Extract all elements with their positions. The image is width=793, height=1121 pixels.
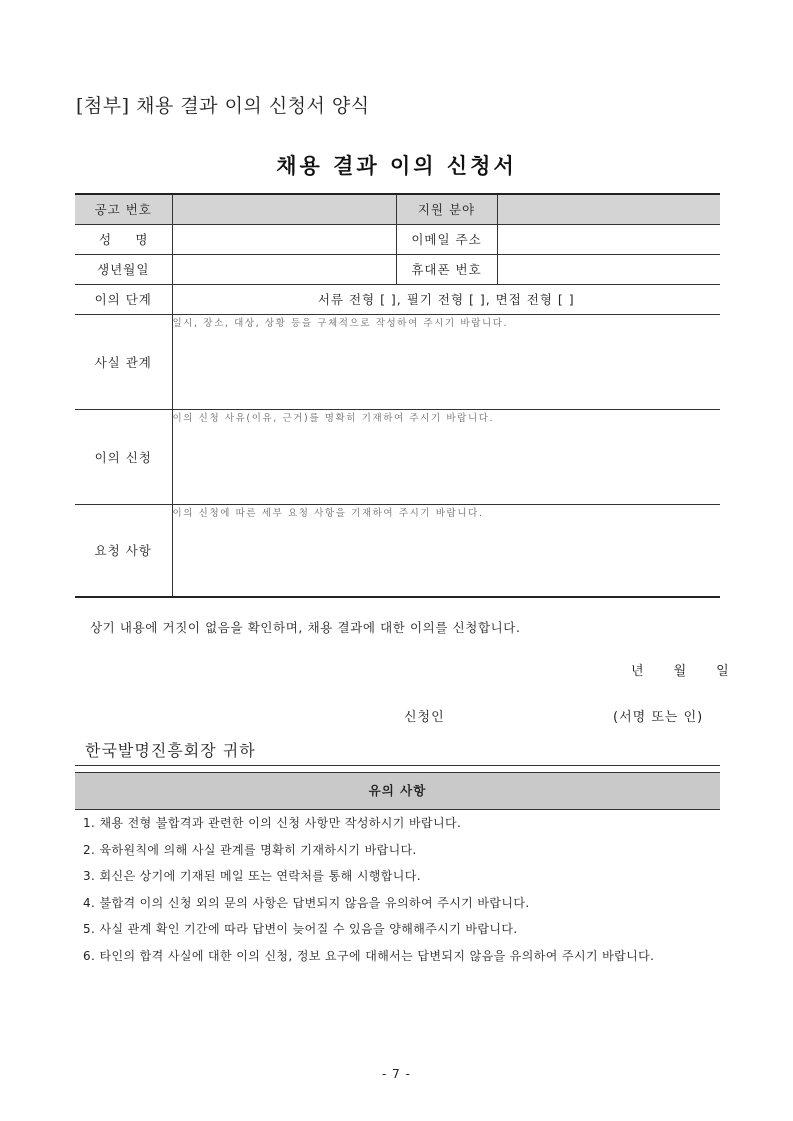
notes-item: 4. 불합격 이의 신청 외의 문의 사항은 답변되지 않음을 유의하여 주시기 바랍니다. — [83, 895, 530, 910]
date-day: 일 — [716, 664, 729, 679]
notes-section — [75, 765, 720, 963]
field-label: 지원 분야 — [396, 194, 497, 224]
date-year: 년 — [631, 664, 644, 679]
name-label — [75, 224, 172, 254]
notice-no-label: 공고 번호 — [75, 194, 172, 224]
request-label: 요청 사항 — [75, 504, 172, 597]
notice-no-input[interactable] — [172, 194, 396, 224]
email-input[interactable] — [497, 224, 720, 254]
name-label-left: 성 — [99, 232, 112, 247]
notes-item: 5. 사실 관계 확인 기간에 따라 답변이 늦어질 수 있음을 양해해주시기 바랍니다. — [83, 922, 518, 936]
document-title: 채용 결과 이의 신청서 — [276, 154, 517, 178]
name-input[interactable] — [172, 224, 396, 254]
name-label-right: 명 — [135, 232, 148, 247]
notes-item: 3. 회신은 상기에 기재된 메일 또는 연락처를 통해 시행합니다. — [83, 869, 421, 883]
birth-label: 생년월일 — [75, 254, 172, 284]
applicant-label: 신청인 — [404, 710, 445, 725]
objection-label: 이의 신청 — [75, 409, 172, 504]
notes-item: 6. 타인의 합격 사실에 대한 이의 신청, 정보 요구에 대해서는 답변되지 않음을 유의하여 주시기 바랍니다. — [83, 948, 655, 963]
birth-input[interactable] — [172, 254, 396, 284]
notes-title: 유의 사항 — [75, 772, 720, 810]
signature-note[interactable]: (서명 또는 인) — [613, 710, 704, 725]
date-line[interactable] — [631, 660, 729, 679]
facts-input[interactable]: 일시, 장소, 대상, 상황 등을 구체적으로 작성하여 주시기 바랍니다. — [172, 314, 720, 409]
facts-label: 사실 관계 — [75, 314, 172, 409]
page-number: - 7 - — [382, 1067, 411, 1081]
notes-item: 2. 육하원칙에 의해 사실 관계를 명확히 기재하시기 바랍니다. — [83, 842, 417, 857]
date-month: 월 — [673, 664, 687, 679]
objection-input[interactable]: 이의 신청 사유(이유, 근거)를 명확히 기재하여 주시기 바랍니다. — [172, 409, 720, 504]
request-input[interactable]: 이의 신청에 따른 세부 요청 사항을 기재하여 주시기 바랍니다. — [172, 504, 720, 597]
attachment-title: [첨부] 채용 결과 이의 신청서 양식 — [76, 95, 370, 117]
phone-label: 휴대폰 번호 — [396, 254, 497, 284]
stage-options[interactable]: 서류 전형 [ ], 필기 전형 [ ], 면접 전형 [ ] — [172, 284, 720, 314]
pledge-statement: 상기 내용에 거짓이 없음을 확인하며, 채용 결과에 대한 이의를 신청합니다. — [90, 620, 521, 635]
recipient-line: 한국발명진흥회장 귀하 — [85, 741, 256, 760]
application-form-table — [75, 193, 720, 598]
notes-item: 1. 채용 전형 불합격과 관련한 이의 신청 사항만 작성하시기 바랍니다. — [83, 816, 462, 830]
stage-label: 이의 단계 — [75, 284, 172, 314]
notes-divider — [75, 765, 720, 772]
email-label: 이메일 주소 — [396, 224, 497, 254]
phone-input[interactable] — [497, 254, 720, 284]
field-input[interactable] — [497, 194, 720, 224]
notes-list — [83, 815, 654, 974]
